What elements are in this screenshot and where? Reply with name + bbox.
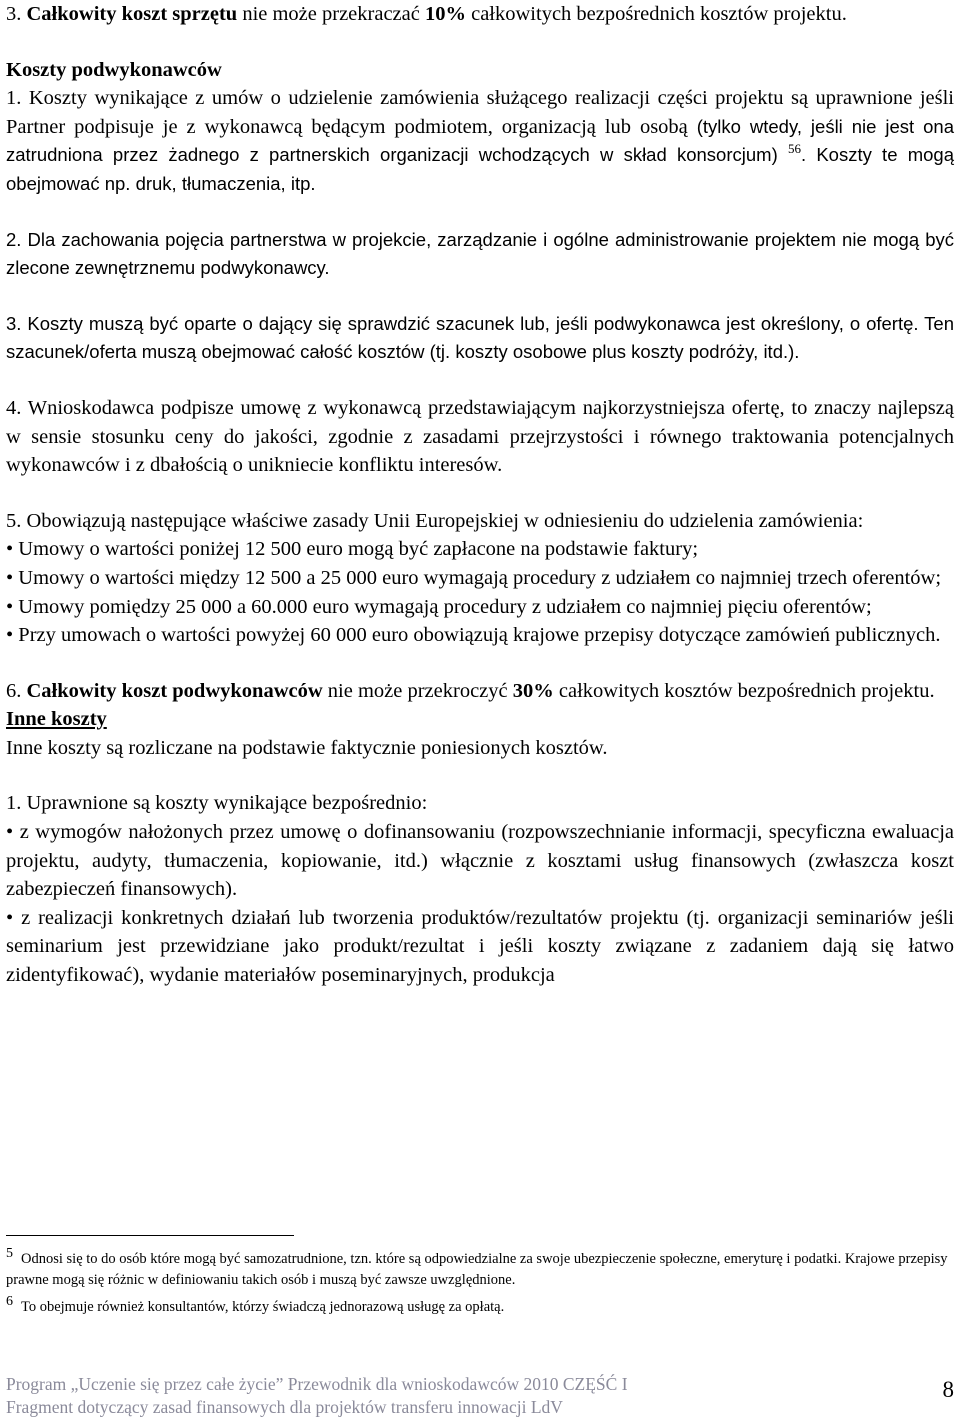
subcontract-paragraph-3: 3. Koszty muszą być oparte o dający się sprawdzić szacunek lub, jeśli podwykonawca jest określony, o ofertę. Ten szacunek/oferta muszą obejmować całość kosztów (tj. koszty osobowe plus koszty podróży, itd.). [6,312,954,363]
footnote-reference: 56 [787,141,801,157]
bullet-item: • Przy umowach o wartości powyżej 60 000 euro obowiązują krajowe przepisy dotyczące zamówień publicznych. [6,624,941,647]
footnote: 6 To obejmuje również konsultantów, którzy świadczą jednorazową usługę za opłatą. [6,1294,505,1315]
page-footer [6,1373,954,1419]
equipment-cost-paragraph: 3. Całkowity koszt sprzętu nie może przekraczać 10% całkowitych bezpośrednich kosztów projektu. [6,3,847,25]
page-number: 8 [942,1377,954,1402]
bullet-item: • Umowy pomiędzy 25 000 a 60.000 euro wymagają procedury z udziałem co najmniej pięciu oferentów; [6,595,872,618]
bullet-item: • z realizacji konkretnych działań lub tworzenia produktów/rezultatów projektu (tj. organizacji seminariów jeśli seminarium jest przewidziane jako produkt/rezultat i jeśli koszty związane z zadaniem dają się łatwo zidentyfikować), wydanie materiałów poseminaryjnych, produkcja [6,906,954,987]
bullet-item: • Umowy o wartości poniżej 12 500 euro mogą być zapłacone na podstawie faktury; [6,538,699,561]
subcontract-paragraph-1: 1. Koszty wynikające z umów o udzielenie zamówienia służącego realizacji części projektu są uprawnione jeśli Partner podpisuje je z wykonawcą będącym podmiotem, organizacją lub osobą (tylko wtedy, jeśli nie jest ona zatrudniona przez żadnego z partnerskich organizacji wchodzących w skład konsorcjum) $^{56}$. Koszty te mogą obejmować np. druk, tłumaczenia, itp. [6,87,954,194]
footnote: 5 Odnosi się to do osób które mogą być samozatrudnione, tzn. które są odpowiedzialne za swoje ubezpieczenie społeczne, emeryturę i podatki. Krajowe przepisy prawne mogą się różnic w definiowaniu takich osób i muszą być zawsze uwzględnione. [6,1246,948,1288]
bullet-item: • Umowy o wartości między 12 500 a 25 000 euro wymagają procedury z udziałem co najmniej trzech oferentów; [6,566,942,589]
other-costs-heading: Inne koszty [6,708,107,731]
subcontract-paragraph-2: 2. Dla zachowania pojęcia partnerstwa w projekcie, zarządzanie i ogólne administrowanie projektem nie mogą być zlecone zewnętrznemu podwykonawcy. [6,228,954,279]
footnotes [6,1243,954,1318]
other-costs-paragraph-1: 1. Uprawnione są koszty wynikające bezpośrednio: [6,792,428,815]
subcontract-heading: Koszty podwykonawców [6,58,222,81]
document-page [6,0,954,990]
footer-line-2: Fragment dotyczący zasad finansowych dla projektów transferu innowacji LdV [6,1397,563,1417]
other-costs-intro: Inne koszty są rozliczane na podstawie faktycznie poniesionych kosztów. [6,736,608,759]
bullet-item: • z wymogów nałożonych przez umowę o dofinansowaniu (rozpowszechnianie informacji, specyficzna ewaluacja projektu, audyty, tłumaczenia, kopiowanie, itd.) włącznie z kosztami usług finansowych (zwłaszcza koszt zabezpieczeń finansowych). [6,821,954,901]
footer-line-1: Program „Uczenie się przez całe życie” Przewodnik dla wnioskodawców 2010 CZĘŚĆ I [6,1374,628,1394]
footnote-divider [6,1235,294,1236]
subcontract-paragraph-4: 4. Wnioskodawca podpisze umowę z wykonawcą przedstawiającym najkorzystniejsza ofertę, to znaczy najlepszą w sensie stosunku ceny do jakości, zgodnie z zasadami przejrzystości i równego traktowania potencjalnych wykonawców i z dbałością o unikniecie konfliktu interesów. [6,396,954,477]
subcontract-paragraph-5: 5. Obowiązują następujące właściwe zasady Unii Europejskiej w odniesieniu do udzielenia zamówienia: [6,509,864,532]
subcontract-paragraph-6: 6. Całkowity koszt podwykonawców nie może przekroczyć 30% całkowitych kosztów bezpośrednich projektu. [6,679,935,702]
